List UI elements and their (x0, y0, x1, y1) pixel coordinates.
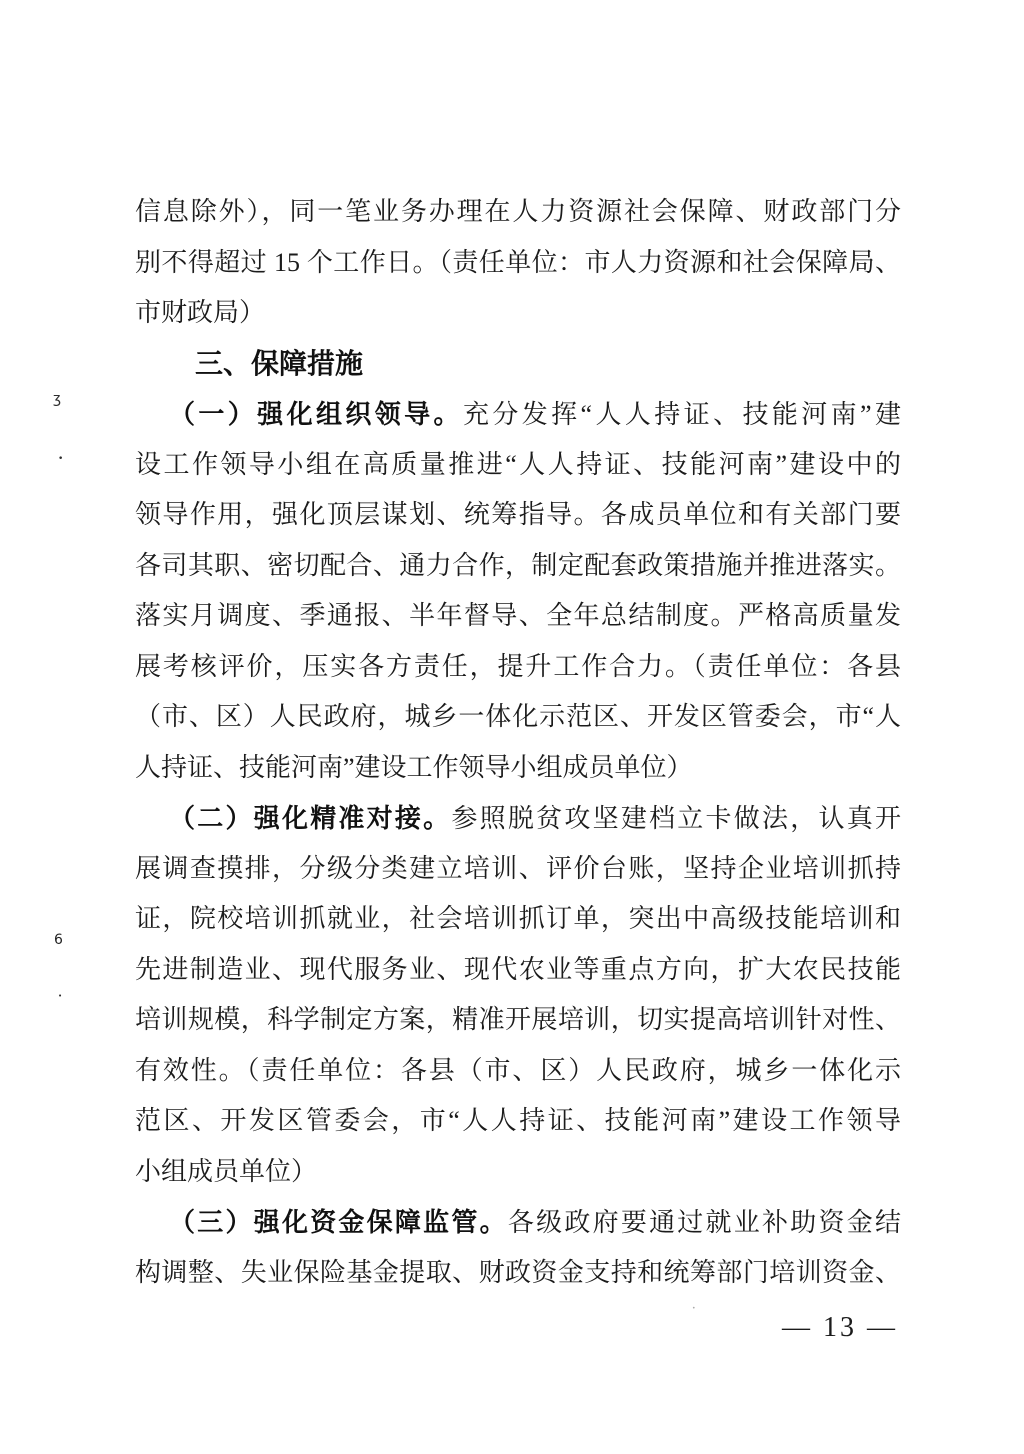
text-line (135, 945, 901, 996)
line-text: 构调整、失业保险基金提取、财政资金支持和统筹部门培训资金、 (135, 1257, 901, 1287)
line-text: 小组成员单位） (135, 1156, 318, 1186)
text-line (135, 743, 901, 794)
line-text: 市财政局） (135, 298, 266, 327)
text-line (135, 1197, 901, 1248)
scan-artifact: • (58, 992, 63, 1000)
text-line (135, 1096, 901, 1147)
run-in-heading: （三）强化资金保障监管。 (169, 1207, 508, 1237)
line-text: 证，院校培训抓就业，社会培训抓订单，突出中高级技能培训和 (135, 904, 901, 933)
text-line (135, 541, 901, 592)
text-line (135, 793, 901, 844)
line-text: 充分发挥“人人持证、技能河南”建 (462, 400, 901, 429)
section-heading: 三、保障措施 (195, 347, 364, 379)
scan-artifact: • (692, 1305, 696, 1312)
text-line (135, 288, 901, 339)
text-line (135, 238, 901, 289)
text-line (135, 1046, 901, 1097)
line-text: 参照脱贫攻坚建档立卡做法，认真开 (451, 804, 901, 833)
section-heading-line (135, 339, 901, 390)
line-text: 培训规模，科学制定方案，精准开展培训，切实提高培训针对性、 (135, 1005, 901, 1034)
line-text: 范区、开发区管委会，市“人人持证、技能河南”建设工作领导 (135, 1106, 901, 1135)
line-text: 领导作用，强化顶层谋划、统筹指导。各成员单位和有关部门要 (135, 500, 901, 529)
text-line (135, 844, 901, 895)
page-number: — 13 — (782, 1312, 898, 1343)
line-text: 有效性。（责任单位：各县（市、区）人民政府，城乡一体化示 (135, 1055, 901, 1085)
line-text: 信息除外），同一笔业务办理在人力资源社会保障、财政部门分 (135, 197, 901, 226)
run-in-heading: （一）强化组织领导。 (169, 399, 463, 429)
line-text: 展考核评价，压实各方责任，提升工作合力。（责任单位：各县 (135, 651, 901, 681)
text-line (135, 894, 901, 945)
text-line (135, 389, 901, 440)
text-line (135, 591, 901, 642)
line-text: （市、区）人民政府，城乡一体化示范区、开发区管委会，市“人 (135, 702, 901, 731)
text-line (135, 692, 901, 743)
line-text: 设工作领导小组在高质量推进“人人持证、技能河南”建设中的 (135, 449, 901, 479)
line-text: 各司其职、密切配合、通力合作，制定配套政策措施并推进落实。 (135, 550, 901, 580)
text-line (135, 490, 901, 541)
text-line (135, 995, 901, 1046)
text-line (135, 187, 901, 238)
text-block (135, 187, 901, 1298)
text-line (135, 1147, 901, 1198)
line-text: 人持证、技能河南”建设工作领导小组成员单位） (135, 752, 693, 782)
text-line (135, 440, 901, 491)
scan-artifact: 6 (54, 932, 63, 948)
line-text: 展调查摸排，分级分类建立培训、评价台账，坚持企业培训抓持 (135, 853, 901, 883)
text-line (135, 1248, 901, 1299)
scan-artifact: • (58, 454, 64, 464)
text-line (135, 642, 901, 693)
line-text: 别不得超过 15 个工作日。（责任单位：市人力资源和社会保障局、 (135, 247, 901, 277)
line-text: 各级政府要通过就业补助资金结 (507, 1208, 901, 1237)
run-in-heading: （二）强化精准对接。 (169, 803, 452, 833)
line-text: 先进制造业、现代服务业、现代农业等重点方向，扩大农民技能 (135, 954, 901, 984)
line-text: 落实月调度、季通报、半年督导、全年总结制度。严格高质量发 (135, 601, 901, 630)
scan-artifact: ʒ (53, 391, 62, 407)
